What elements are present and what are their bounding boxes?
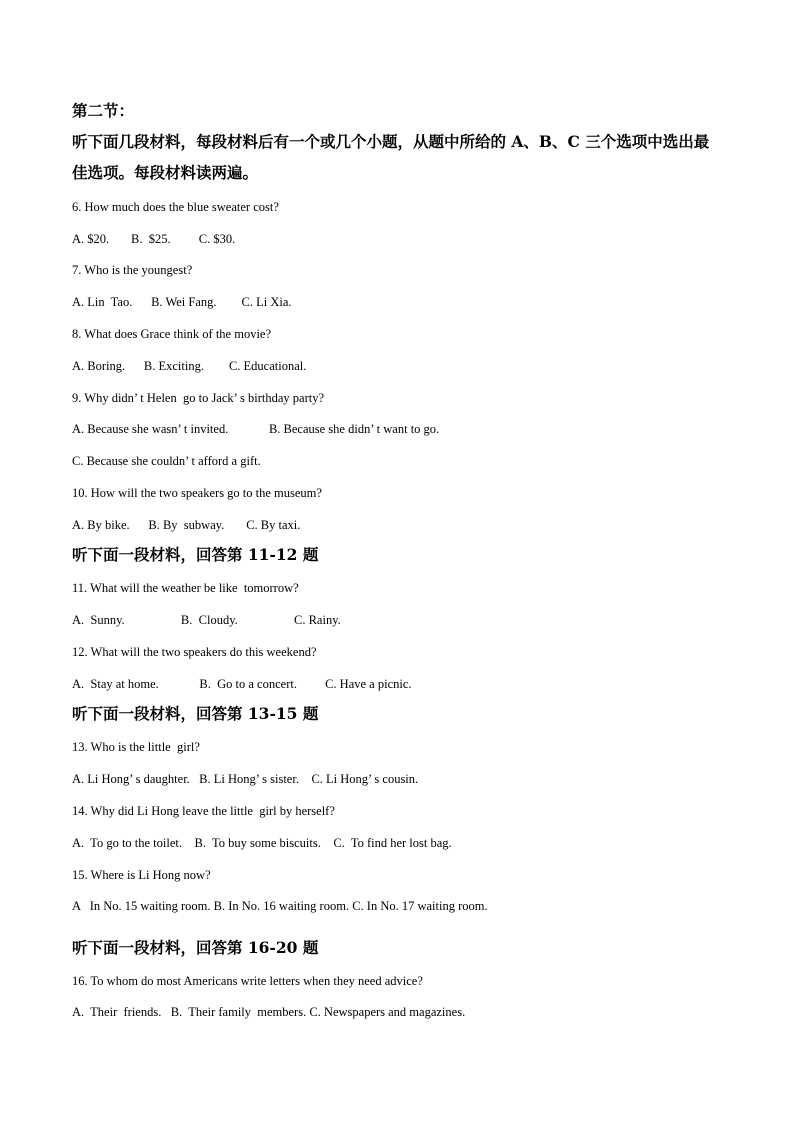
options-9-ab: A. Because she wasn’ t invited. B. Because she didn’ t want to go. bbox=[72, 422, 440, 436]
instructions-line-2: 佳选项。每段材料读两遍。 bbox=[72, 163, 259, 182]
options-13: A. Li Hong’ s daughter. B. Li Hong’ s sister. C. Li Hong’ s cousin. bbox=[72, 772, 419, 786]
question-14: 14. Why did Li Hong leave the little girl by herself? bbox=[72, 804, 335, 818]
options-12: A. Stay at home. B. Go to a concert. C. Have a picnic. bbox=[72, 677, 412, 691]
options-16: A. Their friends. B. Their family members. C. Newspapers and magazines. bbox=[72, 1005, 466, 1019]
options-9-c: C. Because she couldn’ t afford a gift. bbox=[72, 454, 261, 468]
question-7: 7. Who is the youngest? bbox=[72, 263, 193, 277]
options-6: A. $20. B. $25. C. $30. bbox=[72, 232, 236, 246]
question-8: 8. What does Grace think of the movie? bbox=[72, 327, 272, 341]
instructions-line-1: 听下面几段材料，每段材料后有一个或几个小题，从题中所给的 A、B、C 三个选项中选出最 bbox=[72, 132, 710, 151]
section-heading-16-20: 听下面一段材料，回答第 16-20 题 bbox=[72, 938, 319, 957]
question-11: 11. What will the weather be like tomorrow? bbox=[72, 581, 299, 595]
question-13: 13. Who is the little girl? bbox=[72, 740, 200, 754]
options-11: A. Sunny. B. Cloudy. C. Rainy. bbox=[72, 613, 341, 627]
options-8: A. Boring. B. Exciting. C. Educational. bbox=[72, 359, 307, 373]
section-label: 第二节： bbox=[72, 101, 135, 120]
question-12: 12. What will the two speakers do this weekend? bbox=[72, 645, 317, 659]
options-15: A In No. 15 waiting room. B. In No. 16 waiting room. C. In No. 17 waiting room. bbox=[72, 899, 488, 913]
question-10: 10. How will the two speakers go to the museum? bbox=[72, 486, 322, 500]
question-15: 15. Where is Li Hong now? bbox=[72, 868, 211, 882]
question-9: 9. Why didn’ t Helen go to Jack’ s birthday party? bbox=[72, 391, 325, 405]
options-10: A. By bike. B. By subway. C. By taxi. bbox=[72, 518, 301, 532]
options-7: A. Lin Tao. B. Wei Fang. C. Li Xia. bbox=[72, 295, 292, 309]
section-heading-11-12: 听下面一段材料，回答第 11-12 题 bbox=[72, 545, 319, 564]
question-16: 16. To whom do most Americans write letters when they need advice? bbox=[72, 974, 423, 988]
section-heading-13-15: 听下面一段材料，回答第 13-15 题 bbox=[72, 704, 319, 723]
question-6: 6. How much does the blue sweater cost? bbox=[72, 200, 279, 214]
options-14: A. To go to the toilet. B. To buy some biscuits. C. To find her lost bag. bbox=[72, 836, 452, 850]
